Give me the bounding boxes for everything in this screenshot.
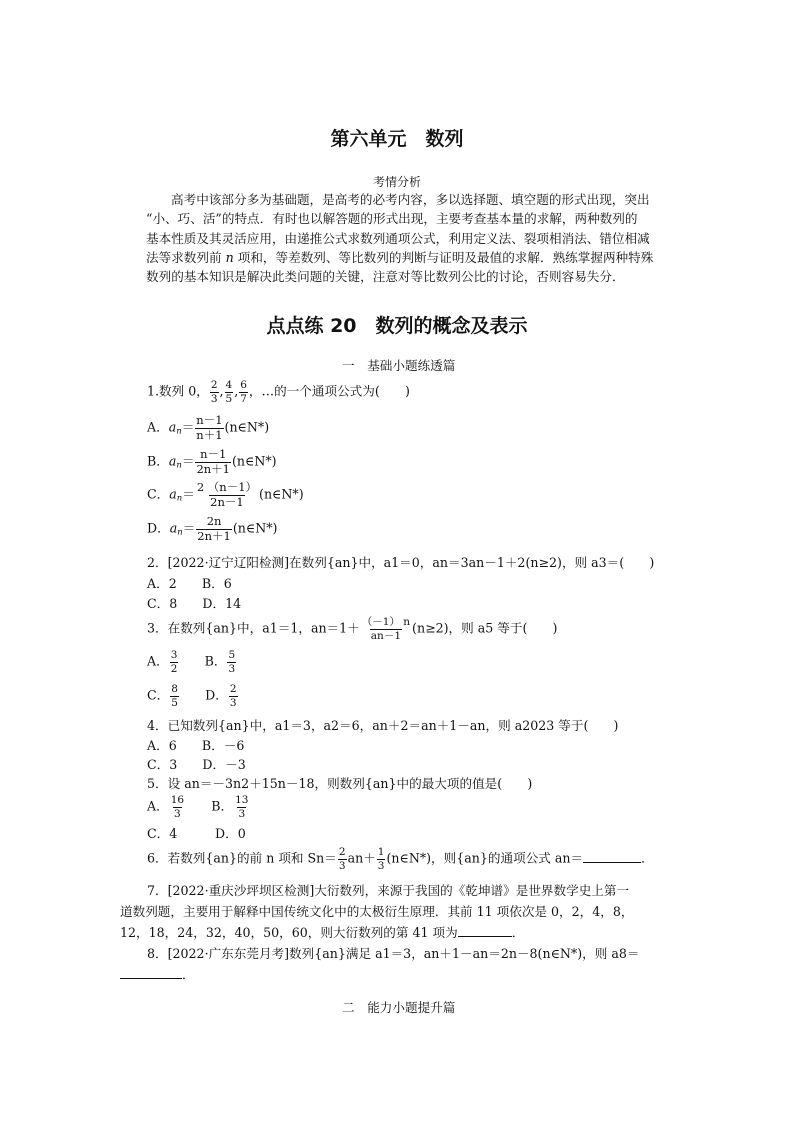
analysis-line: 法等求数列前 n 项和，等差数列、等比数列的判断与证明及最值的求解．熟练掌握两种特殊 <box>146 249 654 265</box>
unit-title: 第六单元 数列 <box>330 128 464 150</box>
question-3-options-cd[interactable]: C． $\frac{8}{5}$ D． $\frac{2}{3}$ <box>147 683 237 709</box>
answer-blank[interactable] <box>458 926 512 937</box>
question-2-options-ab[interactable]: A．2 B．6 <box>147 576 232 591</box>
question-5-options-cd[interactable]: C．4 D．0 <box>147 826 246 841</box>
analysis-line: 高考中该部分多为基础题，是高考的必考内容，多以选择题、填空题的形式出现，突出 <box>171 192 650 207</box>
question-4-options-cd[interactable]: C．3 D．－3 <box>147 757 246 772</box>
answer-blank[interactable] <box>583 852 641 863</box>
question-1-stem: 1.数列 0， $\frac{2}{3}$ , $\frac{4}{5}$ , $\frac{6}{7}$ ，…的一个通项公式为( ) <box>147 379 410 405</box>
answer-blank[interactable] <box>120 968 182 979</box>
question-1-option-c[interactable]: C．$a_n=$ $\frac{2 (n-1)}{2n-1}$ (n∈N*) <box>147 480 304 509</box>
question-7-line-3: 12，18，24，32，40，50，60，则大衍数列的第 41 项为 ． <box>120 925 525 940</box>
question-2-options-cd[interactable]: C．8 D．14 <box>147 596 242 611</box>
question-1-option-a[interactable]: A．$a_n=$ $\frac{n-1}{n+1}$ (n∈N*) <box>147 413 270 442</box>
analysis-line: “小、巧、活”的特点．有时也以解答题的形式出现，主要考查基本量的求解，两种数列的 <box>146 211 638 227</box>
section-heading-advanced: 二 能力小题提升篇 <box>342 1000 456 1015</box>
question-7-line-2: 道数列题，主要用于解释中国传统文化中的太极衍生原理．其前 11 项依次是 0，2，4，8， <box>120 904 634 919</box>
analysis-title: 考情分析 <box>372 175 421 189</box>
question-8-line-1: 8．[2022·广东东莞月考]数列{an}满足 a1＝3，an＋1－an＝2n－8(n∈N*)，则 a8＝ <box>147 946 640 961</box>
question-8-line-2: ． <box>120 968 195 982</box>
question-3-stem: 3．在数列{an}中，a1＝1，an＝1＋ $\frac{(-1) n}{an-1}$ (n≥2)，则 a5 等于( ) <box>147 616 558 642</box>
question-6-stem: 6．若数列{an}的前 n 项和 Sn＝ $\frac{2}{3}$ an＋ $\frac{1}{3}$ (n∈N*)，则{an}的通项公式 an＝ ． <box>147 846 654 872</box>
question-2-stem: 2．[2022·辽宁辽阳检测]在数列{an}中，a1＝0，an＝3an－1＋2(n≥2)，则 a3＝( ) <box>147 555 655 570</box>
question-7-line-1: 7．[2022·重庆沙坪坝区检测]大衍数列，来源于我国的《乾坤谱》是世界数学史上第一 <box>147 883 630 898</box>
question-3-options-ab[interactable]: A． $\frac{3}{2}$ B． $\frac{5}{3}$ <box>147 649 236 675</box>
question-5-stem: 5．设 an＝－3n2＋15n－18，则数列{an}中的最大项的值是( ) <box>147 776 533 791</box>
analysis-line: 数列的基本知识是解决此类问题的关键，注意对等比数列公比的讨论，否则容易失分． <box>146 269 625 285</box>
analysis-line: 基本性质及其灵活应用，由递推公式求数列通项公式，利用定义法、裂项相消法、错位相减 <box>146 230 650 246</box>
question-4-stem: 4．已知数列{an}中，a1＝3，a2＝6，an＋2＝an＋1－an，则 a2023 等于( ) <box>147 718 619 733</box>
section-heading-basic: 一 基础小题练透篇 <box>342 358 456 373</box>
question-1-option-d[interactable]: D．$a_n=$ $\frac{2n}{2n+1}$ (n∈N*) <box>147 514 278 543</box>
question-4-options-ab[interactable]: A．6 B．－6 <box>147 738 245 753</box>
question-1-option-b[interactable]: B．$a_n=$ $\frac{n-1}{2n+1}$ (n∈N*) <box>147 447 277 476</box>
question-5-options-ab[interactable]: A． $\frac{16}{3}$ B． $\frac{13}{3}$ <box>147 794 249 820</box>
analysis-paragraph <box>146 190 666 286</box>
lesson-title: 点点练 20 数列的概念及表示 <box>266 315 528 337</box>
